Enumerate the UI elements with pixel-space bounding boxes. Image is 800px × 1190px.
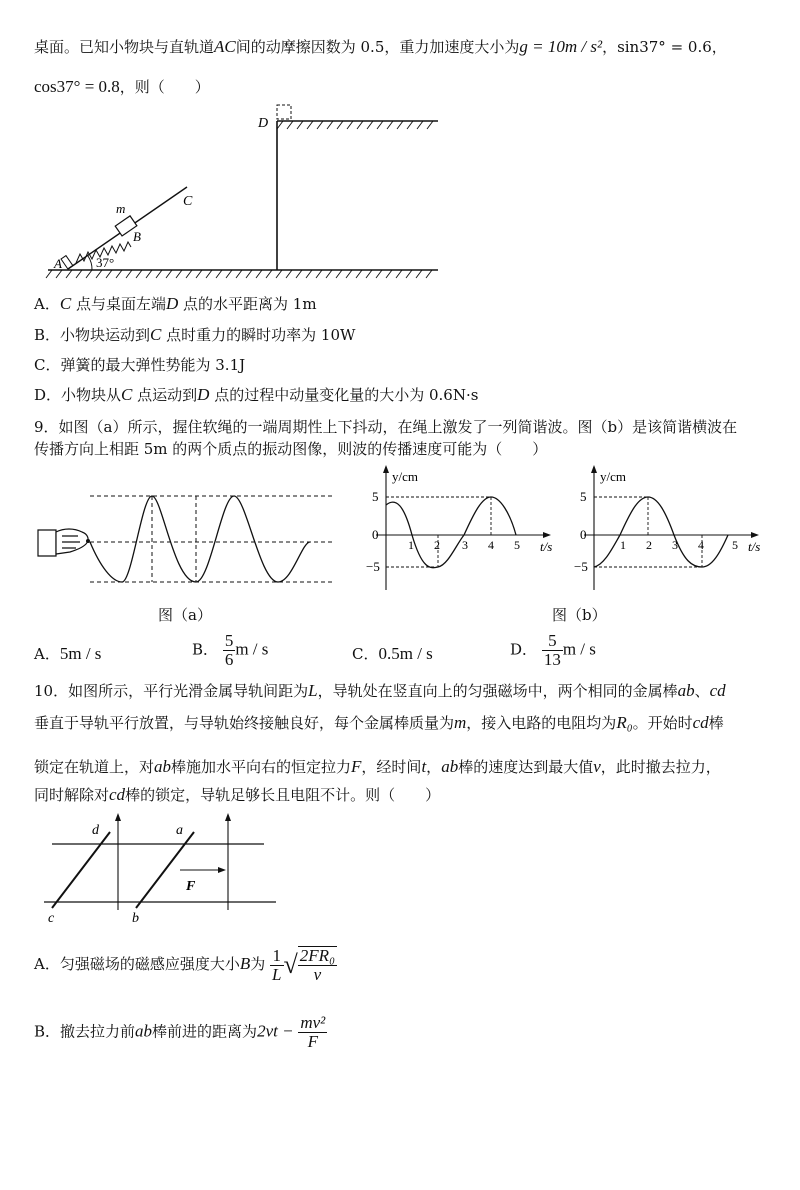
option-text: 点运动到: [132, 386, 198, 404]
q9-graph-2-xtick-4: 4: [698, 538, 704, 552]
q9-graph-1-xtick-3: 3: [462, 538, 468, 552]
option-letter: C．: [34, 356, 61, 374]
q10-label-a: a: [176, 823, 183, 838]
stem-text: 10．如图所示，平行光滑金属导轨间距为: [34, 682, 309, 700]
option-fraction: [542, 632, 563, 669]
q8-sin: ，sin37° = 0.6，: [602, 38, 727, 56]
q9-option-a: [34, 643, 101, 665]
fraction-den: 6: [224, 650, 234, 669]
stem-text: 棒的锁定，导轨足够长且电阻不计。则（ ）: [125, 786, 441, 804]
option-pre: 小物块运动到: [60, 326, 151, 344]
q10-stem-line2: [34, 712, 724, 734]
q8-label-angle: 37°: [96, 255, 115, 270]
option-expression: 2vt −: [257, 1021, 294, 1041]
option-letter: B．: [34, 1022, 61, 1041]
option-pre: 弹簧的最大弹性势能为 3.1J: [60, 356, 246, 374]
stem-symbol: F: [351, 757, 362, 776]
q9-option-d: [510, 632, 596, 669]
q8-option-a: [34, 293, 317, 315]
q9-graph-1-xtick-1: 1: [408, 538, 414, 552]
option-symbol: C: [59, 294, 72, 313]
fraction-num: 5: [224, 631, 234, 650]
option-text-2: 点的过程中动量变化量的大小为 0.6N·s: [209, 386, 479, 404]
stem-text: 垂直于导轨平行放置，与导轨始终接触良好，每个金属棒质量为: [34, 714, 455, 732]
q9-graph-2-xtick-2: 2: [646, 538, 652, 552]
stem-text: ，导轨处在竖直向上的匀强磁场中，两个相同的金属棒: [317, 682, 678, 700]
q9-graph-2-xtick-3: 3: [672, 538, 678, 552]
q9-stem-line2: 传播方向上相距 5m 的两个质点的振动图像，则波的传播速度可能为（ ）: [34, 440, 548, 458]
option-symbol: C: [121, 385, 133, 404]
q10-option-b: [34, 1014, 327, 1051]
q9-graph-1-tick-5: 5: [372, 489, 379, 504]
q9-stem-line1: 9．如图（a）所示，握住软绳的一端周期性上下抖动，在绳上激发了一列简谐波。图（b）是该简谐横波在: [34, 418, 738, 436]
radicand-num: 2FR₀: [299, 946, 335, 965]
q8-label-m: m: [116, 201, 126, 216]
q8-label-d: D: [258, 116, 269, 131]
q10-figure: [30, 810, 330, 930]
q8-intro-text-b: 间的动摩擦因数为 0.5，重力加速度大小为: [235, 38, 520, 56]
q8-option-c: [34, 354, 245, 376]
option-symbol-2: D: [197, 385, 210, 404]
q9-rope-wave: [90, 496, 310, 582]
q8-label-a: A: [54, 256, 62, 271]
q10-stem-line1: [34, 680, 726, 702]
option-letter: A．: [34, 645, 60, 663]
q9-graph-1-xlabel: t/s: [540, 539, 553, 554]
stem-symbol: cd: [692, 713, 709, 732]
q8-gravity: g = 10m / s²: [519, 37, 603, 56]
q9-graph-2-ylabel: y/cm: [600, 469, 626, 484]
q9-graph-1-xtick-5: 5: [514, 538, 520, 552]
fraction-num: 1: [270, 947, 283, 966]
q9-option-b: [192, 632, 268, 669]
fraction-num: 5: [542, 632, 563, 651]
q8-cos: cos37° = 0.8: [34, 77, 120, 96]
stem-symbol: ab: [677, 681, 695, 700]
stem-symbol: m: [454, 713, 467, 732]
stem-symbol: v: [593, 757, 601, 776]
q9-graph-2-xtick-1: 1: [620, 538, 626, 552]
option-symbol: C: [150, 325, 162, 344]
q10-label-b: b: [132, 911, 139, 926]
option-radicand: [298, 946, 337, 984]
q8-option-b: [34, 324, 355, 346]
option-text: 点与桌面左端: [71, 295, 166, 313]
q9-graph-2-tick-5: 5: [580, 489, 587, 504]
q8-intro-line1: [34, 36, 727, 58]
option-letter: A．: [34, 955, 60, 973]
q9-graph-1-tick-neg5: −5: [366, 559, 380, 574]
fraction-den: F: [307, 1032, 318, 1051]
stem-text: ，经时间: [361, 758, 422, 776]
option-symbol: ab: [135, 1021, 153, 1041]
q10-label-c: c: [48, 911, 55, 926]
stem-text: ，: [426, 758, 442, 776]
q9-graph-2: [574, 465, 774, 595]
q8-label-c: C: [183, 194, 193, 209]
q8-figure: [0, 95, 800, 285]
option-symbol-2: D: [165, 294, 179, 313]
stem-text: ，此时撤去拉力，: [600, 758, 721, 776]
q9-graph-2-tick-neg5: −5: [574, 559, 588, 574]
stem-symbol: R₀: [616, 713, 633, 732]
q9-graph-2-xlabel: t/s: [748, 539, 761, 554]
q9-caption-b: 图（b）: [552, 606, 607, 624]
stem-symbol: ab: [154, 757, 172, 776]
radicand-den: v: [313, 965, 322, 984]
option-text: 匀强磁场的磁感应强度大小: [59, 955, 240, 973]
stem-symbol: ab: [441, 757, 459, 776]
q9-graph-1-ylabel: y/cm: [392, 469, 418, 484]
stem-text: 棒施加水平向右的恒定拉力: [171, 758, 352, 776]
option-value: 0.5m / s: [378, 644, 433, 663]
stem-text: 棒: [708, 714, 724, 732]
q8-option-d: [34, 384, 478, 406]
stem-symbol: cd: [109, 785, 126, 804]
q10-label-f: F: [186, 879, 196, 894]
q8-ac-symbol: AC: [214, 37, 236, 56]
fraction-num: mv²: [300, 1013, 326, 1032]
option-unit: m / s: [562, 639, 596, 659]
q10-stem-line3: [34, 756, 721, 778]
q9-figure-a: [30, 470, 370, 600]
option-unit: m / s: [235, 639, 269, 659]
radical-sign: √: [283, 950, 298, 979]
stem-text: 锁定在轨道上，对: [34, 758, 155, 776]
q8-intro-text: 桌面。已知小物块与直轨道: [34, 38, 215, 56]
stem-text: 同时解除对: [34, 786, 110, 804]
q8-label-b: B: [133, 229, 141, 244]
option-letter: C．: [352, 645, 379, 663]
option-text: 点时重力的瞬时功率为 10W: [161, 326, 356, 344]
option-letter: D．: [34, 386, 62, 404]
stem-text: ，接入电路的电阻均为: [466, 714, 617, 732]
fraction-den: L: [272, 964, 282, 984]
q9-graph-1-curve: [386, 497, 516, 568]
q9-graph-2-curve: [594, 497, 728, 567]
q9-graph-1-xtick-4: 4: [488, 538, 494, 552]
q10-label-d: d: [92, 823, 99, 838]
q9-graph-1: [366, 465, 556, 595]
option-fraction: [298, 1014, 327, 1051]
option-letter: D．: [510, 640, 538, 659]
q8-tail: ，则（ ）: [119, 78, 210, 96]
option-symbol: B: [239, 954, 251, 973]
q10-stem-line4: [34, 784, 440, 806]
q10-option-a: [34, 946, 337, 984]
option-fraction: [223, 632, 236, 669]
q9-caption-a: 图（a）: [158, 606, 212, 624]
option-text: 为: [250, 955, 266, 973]
stem-text: 、: [694, 682, 710, 700]
stem-symbol: t: [421, 757, 427, 776]
option-text-2: 点的水平距离为 1m: [178, 295, 317, 313]
q9-hand-icon: [38, 529, 88, 556]
option-text: 撤去拉力前: [60, 1022, 136, 1041]
option-fraction: [270, 947, 283, 984]
option-value: 5m / s: [59, 644, 102, 663]
q9-option-c: [352, 643, 433, 665]
q8-dashed-block: [277, 105, 291, 119]
q9-graph-1-xtick-2: 2: [434, 538, 440, 552]
stem-symbol: L: [308, 681, 318, 700]
option-letter: B．: [34, 326, 61, 344]
stem-text: 。开始时: [632, 714, 693, 732]
option-text: 棒前进的距离为: [152, 1022, 258, 1041]
q9-graph-2-xtick-5: 5: [732, 538, 738, 552]
option-letter: A．: [34, 295, 60, 313]
option-letter: B．: [192, 640, 219, 659]
q9-graph-2-tick-0: 0: [580, 527, 587, 542]
q9-graph-1-tick-0: 0: [372, 527, 379, 542]
fraction-den: 13: [543, 650, 561, 669]
stem-symbol: cd: [709, 681, 726, 700]
option-pre: 小物块从: [61, 386, 122, 404]
stem-text: 棒的速度达到最大值: [458, 758, 594, 776]
